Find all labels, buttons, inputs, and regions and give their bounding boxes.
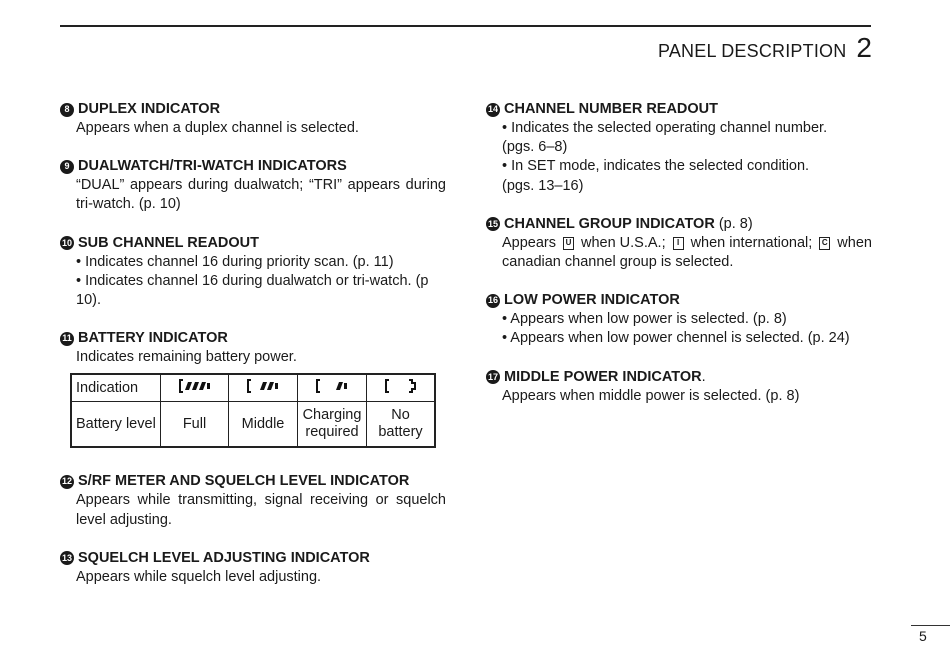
section-title-text: SQUELCH LEVEL ADJUSTING INDICATOR (78, 549, 370, 566)
section-body (486, 387, 872, 406)
section-body (60, 568, 446, 587)
section-number-badge: 10 (60, 236, 74, 250)
section-number-badge: 16 (486, 294, 500, 308)
page-reference: (p. 8) (718, 215, 753, 232)
section-title (486, 291, 872, 310)
section-number-badge: 8 (60, 103, 74, 117)
section-body: Appears while transmitting, signal receiving or squelch level adjusting. (76, 492, 446, 528)
battery-table (70, 373, 436, 448)
section-title-text: SUB CHANNEL READOUT (78, 234, 259, 251)
body-text: when international; (690, 234, 813, 251)
section-body (486, 119, 872, 196)
battery-charging-icon (298, 374, 367, 402)
section-title (60, 157, 446, 176)
section-body (486, 234, 872, 272)
section-title-text: DUALWATCH/TRI-WATCH INDICATORS (78, 158, 347, 175)
section-channel-group-indicator (486, 215, 872, 272)
section-body (60, 253, 446, 311)
section-channel-number-readout (486, 100, 872, 196)
section-title (60, 472, 446, 491)
section-duplex-indicator (60, 100, 446, 138)
section-title (60, 329, 446, 348)
section-number-badge: 17 (486, 370, 500, 384)
section-title-text: BATTERY INDICATOR (78, 330, 228, 347)
right-column (486, 100, 872, 425)
bullet-line: • Indicates channel 16 during dualwatch or tri-watch. (p 10). (76, 272, 429, 309)
page-number: 5 (919, 628, 927, 644)
section-title-text: DUPLEX INDICATOR (78, 101, 221, 117)
section-title (486, 215, 872, 234)
section-dualwatch-indicators (60, 157, 446, 214)
bullet-line: • Indicates channel 16 during priority scan. (p. 11) (76, 253, 394, 270)
body-line: Appears while squelch level adjusting. (76, 568, 322, 585)
section-low-power-indicator (486, 291, 872, 348)
bullet-line: • Indicates the selected operating channel number. (502, 120, 828, 136)
battery-full-icon (161, 374, 229, 402)
header-title: PANEL DESCRIPTION (657, 41, 847, 61)
section-number-badge: 15 (486, 217, 500, 231)
section-title-text: MIDDLE POWER INDICATOR (504, 368, 702, 385)
section-title-text: CHANNEL GROUP INDICATOR (504, 215, 715, 232)
body-text: when U.S.A.; (580, 234, 666, 251)
section-srf-meter-indicator (60, 472, 446, 529)
chapter-number: 2 (856, 32, 872, 63)
section-title (60, 234, 446, 253)
bullet-line: • In SET mode, indicates the selected condition. (502, 158, 810, 175)
section-number-badge: 9 (60, 160, 74, 174)
body-line: Appears when a duplex channel is selected. (76, 120, 359, 136)
table-cell: Middle (229, 402, 298, 448)
section-number-badge: 14 (486, 103, 500, 117)
page-header (658, 32, 872, 64)
footer-rule (911, 625, 950, 626)
body-line: Appears when middle power is selected. (p. 8) (502, 387, 800, 404)
body-line: (pgs. 6–8) (502, 139, 568, 156)
section-squelch-adjusting-indicator (60, 549, 446, 587)
body-line: canadian channel group is selected. (502, 254, 734, 271)
usa-channel-group-icon: U (563, 237, 574, 250)
section-title (486, 100, 872, 119)
top-rule (60, 25, 871, 27)
title-period: . (701, 368, 706, 385)
table-row (71, 374, 435, 402)
section-sub-channel-readout (60, 234, 446, 311)
section-body (60, 348, 446, 367)
table-cell: Full (161, 402, 229, 448)
table-row (71, 402, 435, 448)
body-text: Appears (502, 234, 557, 251)
bullet-line: • Appears when low power chennel is selected. (p. 24) (502, 330, 850, 347)
left-column (60, 100, 446, 606)
section-title (60, 549, 446, 568)
section-title (60, 100, 446, 119)
section-number-badge: 13 (60, 551, 74, 565)
international-channel-group-icon: I (673, 237, 684, 250)
body-line: (pgs. 13–16) (502, 177, 584, 194)
table-cell: No battery (367, 402, 436, 448)
section-number-badge: 11 (60, 332, 74, 346)
row-header: Battery level (71, 402, 161, 448)
section-number-badge: 12 (60, 475, 74, 489)
table-cell: Charging required (298, 402, 367, 448)
section-battery-indicator (60, 329, 446, 448)
battery-middle-icon (229, 374, 298, 402)
body-line (502, 234, 872, 253)
bullet-line: • Appears when low power is selected. (p. 8) (502, 311, 787, 328)
section-body (60, 119, 446, 138)
section-title-text: CHANNEL NUMBER READOUT (504, 101, 719, 117)
section-title (486, 368, 872, 387)
section-middle-power-indicator (486, 368, 872, 406)
row-header: Indication (71, 374, 161, 402)
section-body: “DUAL” appears during dualwatch; “TRI” appears during tri-watch. (p. 10) (76, 177, 446, 213)
section-title-text: S/RF METER AND SQUELCH LEVEL INDICATOR (78, 473, 410, 490)
section-body (486, 310, 872, 348)
battery-empty-icon (367, 374, 436, 402)
canadian-channel-group-icon: C (819, 237, 830, 250)
body-line: Indicates remaining battery power. (76, 349, 297, 366)
section-title-text: LOW POWER INDICATOR (504, 292, 680, 309)
body-text: when (837, 234, 872, 251)
